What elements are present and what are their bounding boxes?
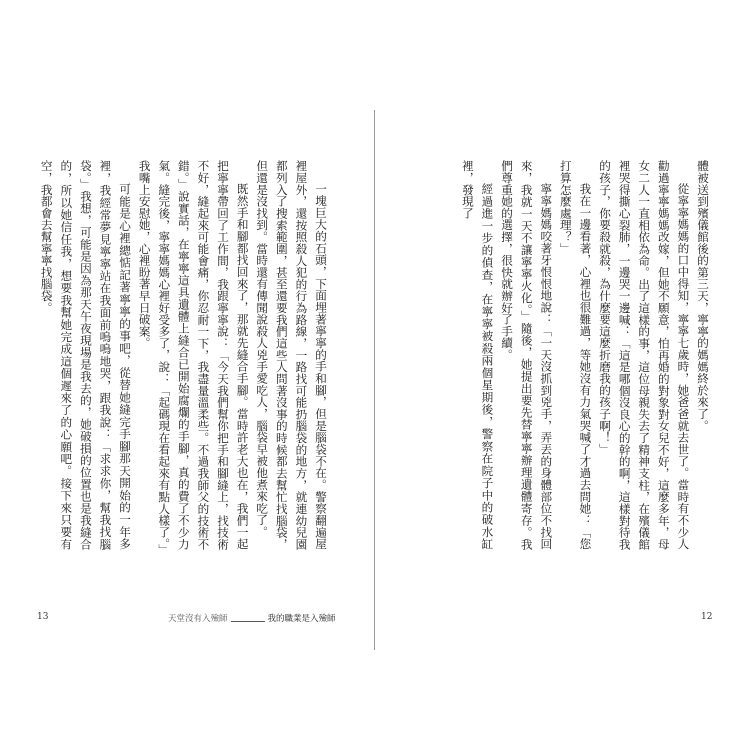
running-head-chapter-title: 我的職業是入殮師 [267, 614, 336, 624]
right-paragraph-2: 從寧寧媽媽的口中得知，寧寧七歲時，她爸爸就去世了。當時有不少人勸過寧寧媽媽改嫁，但她不願意，怕再婚的對象對女兒不好，這麼多年，母女二人一直相依為命。出了這樣的事，這位母親失去了精神支柱，在殯儀館裡哭得撕心裂肺，一邊哭一邊喊：「這是哪個沒良心的幹的啊，這樣對待我的孩子，你要殺就殺，為什麼要這麼折磨我的孩子啊！」 [598, 160, 691, 550]
right-paragraph-1: 體被送到殯儀館後的第三天，寧寧的媽媽終於來了。 [696, 160, 710, 432]
right-paragraph-3: 我在一邊看著，心裡也很難過，等她沒有力氣哭喊了才過去問她：「您打算怎麼處理？」 [558, 160, 593, 550]
left-paragraph-3: 可能是心裡總惦記著寧寧的事吧，從替她縫完手腳那天開始的一年多裡，我經常夢見寧寧站在我面前嗚嗚地哭，跟我說：「求求你，幫我找腦袋。」我想，可能是因為那天午夜現場是我去的，她破損的位置也是我縫合的，所以她信任我，想要我幫她完成這個遲來了的心願吧。接下來只要有空，我都會去幫寧寧找腦袋。 [40, 160, 133, 550]
left-page-number: 13 [37, 612, 49, 622]
right-paragraph-5: 經過進一步的偵查，在寧寧被殺兩個星期後，警察在院子中的破水缸裡，發現了 [460, 160, 495, 550]
left-paragraph-1: 一塊巨大的石頭，下面埋著寧寧的手和腳，但是腦袋不在。警察翻遍屋裡屋外，還按照殺人犯的行為路線，一路找可能扔腦袋的地方，就連幼兒園都列入了搜索範圍，甚至還要我們這些人問著沒事的時候都去幫忙找腦袋，但還是沒找到。當時還有傳聞說殺人兇手愛吃人，腦袋早被他煮來吃了。 [255, 160, 328, 550]
right-page-number: 12 [701, 612, 713, 622]
left-page-body [40, 160, 330, 550]
right-paragraph-4: 寧寧媽媽咬著牙恨恨地說：「一天沒抓到兇手，弄丟的身體部位不找回來，我就一天不讓寧寧火化。」隨後，她提出要先替寧寧辦理遺體寄存。我們尊重她的選擇，很快就辦好了手續。 [500, 160, 554, 550]
running-head-divider [231, 621, 265, 622]
right-page [376, 0, 750, 750]
running-head [168, 612, 336, 624]
running-head-book-title: 天堂沒有入殮師 [168, 614, 228, 624]
left-paragraph-2: 既然手和腳都找回來了，那就先縫合手腳。當時許老大也在，我們一起把寧寧帶回了工作間，我跟寧寧說：「今天我們幫你把手和腳縫上，找技術不好，縫起來可能會痛，你忍耐一下，我盡量溫柔些。不過我師父的技術不錯。」說實話，在寧寧這具遺體上縫合已開始腐爛的手腳，真的費了不少力氣。縫完後，寧寧媽媽心裡好受多了，說：「起碼現在看起來有點人樣了。」我嘴上安慰她，心裡盼著早日破案。 [137, 160, 250, 550]
book-gutter [374, 110, 375, 650]
left-page [0, 0, 374, 750]
right-page-body [414, 160, 712, 550]
